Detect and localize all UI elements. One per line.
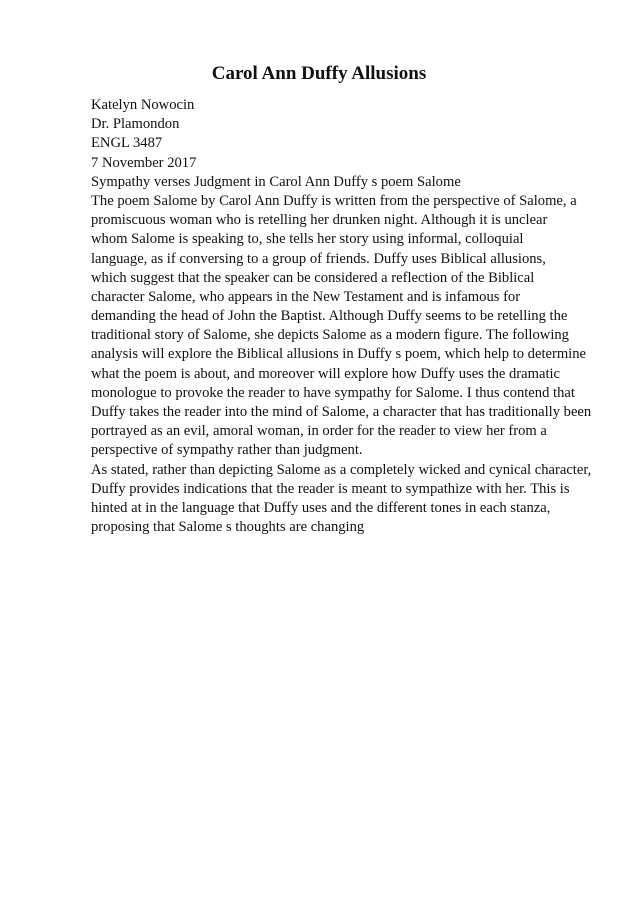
paragraph2-line: hinted at in the language that Duffy uses and the different tones in each stanza,	[91, 499, 551, 516]
document-date: 7 November 2017	[91, 154, 197, 171]
paragraph2-line: proposing that Salome s thoughts are changing	[91, 519, 365, 536]
paragraph1-line: demanding the head of John the Baptist. Although Duffy seems to be retelling the	[91, 308, 568, 325]
document-title: Carol Ann Duffy Allusions	[211, 63, 427, 84]
paragraph2-line: As stated, rather than depicting Salome as a completely wicked and cynical character,	[91, 461, 592, 478]
paragraph1-line: which suggest that the speaker can be considered a reflection of the Biblical	[91, 269, 535, 286]
course-code: ENGL 3487	[91, 135, 163, 152]
author-name: Katelyn Nowocin	[91, 97, 195, 113]
essay-title: Sympathy verses Judgment in Carol Ann Duffy s poem Salome	[91, 173, 461, 190]
paragraph1-line: traditional story of Salome, she depicts Salome as a modern figure. The following	[91, 327, 569, 344]
paragraph1-line: The poem Salome by Carol Ann Duffy is written from the perspective of Salome, a	[91, 192, 577, 209]
paragraph1-line: language, as if conversing to a group of friends. Duffy uses Biblical allusions,	[91, 250, 546, 267]
document-body	[91, 96, 611, 537]
paragraph1-line: character Salome, who appears in the New Testament and is infamous for	[91, 288, 521, 305]
paragraph1-line: what the poem is about, and moreover will explore how Duffy uses the dramatic	[91, 365, 561, 382]
paragraph1-line: whom Salome is speaking to, she tells her story using informal, colloquial	[91, 231, 524, 248]
paragraph1-line: promiscuous woman who is retelling her drunken night. Although it is unclear	[91, 212, 548, 229]
paragraph1-line: portrayed as an evil, amoral woman, in order for the reader to view her from a	[91, 423, 547, 440]
paragraph2-line: Duffy provides indications that the reader is meant to sympathize with her. This is	[91, 480, 570, 497]
paragraph1-line: monologue to provoke the reader to have sympathy for Salome. I thus contend that	[91, 384, 575, 401]
paragraph1-line: analysis will explore the Biblical allusions in Duffy s poem, which help to determine	[91, 346, 587, 363]
paragraph1-line: Duffy takes the reader into the mind of Salome, a character that has traditionally been	[91, 404, 592, 420]
paragraph1-line: perspective of sympathy rather than judgment.	[91, 442, 363, 459]
instructor-name: Dr. Plamondon	[91, 116, 180, 133]
